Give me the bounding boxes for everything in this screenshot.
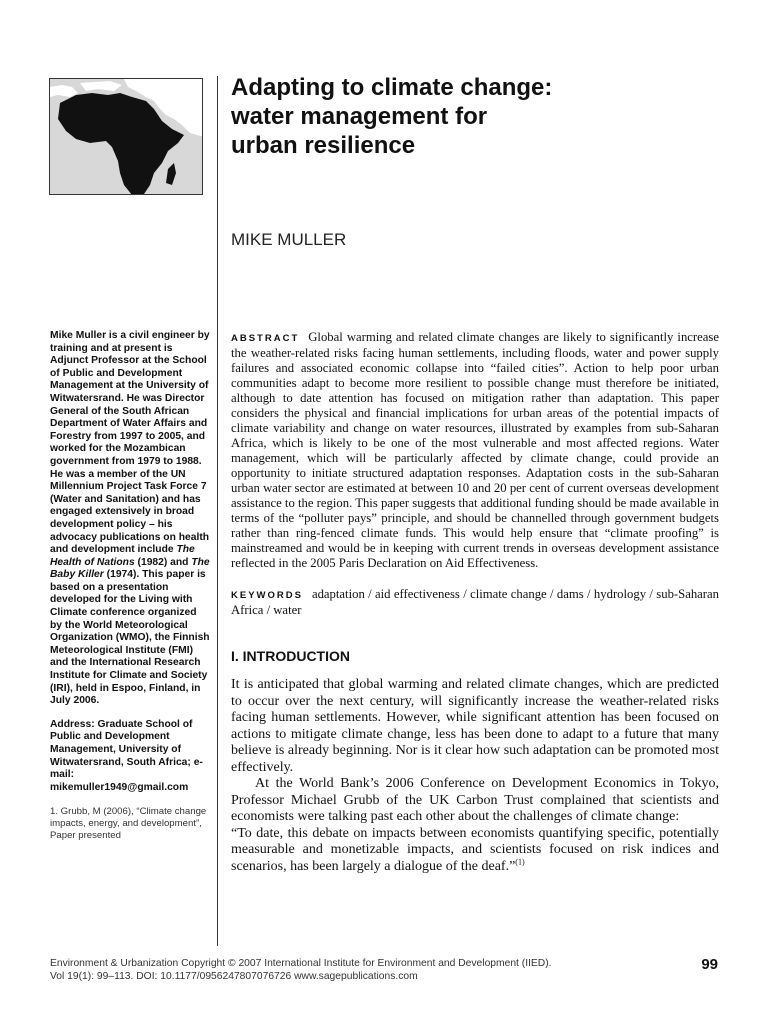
africa-map-figure [49,78,203,195]
keywords-text: adaptation / aid effectiveness / climate change / dams / hydrology / sub-Saharan Africa / water [231,587,719,617]
author-address: Address: Graduate School of Public and Development Management, University of Witwatersrand, South Africa; e-mail: mikemuller1949@gmail.com [50,718,203,793]
footnote-ref[interactable]: (1) [515,856,525,866]
column-divider [217,76,218,946]
author-bio-sidebar [50,330,210,842]
main-column [231,330,719,875]
book-title: The Health of Nations [50,544,195,568]
section-heading: I. INTRODUCTION [231,648,350,664]
abstract-text: Global warming and related climate changes are likely to significantly increase the weather-related risks facing human settlements, including floods, water and power supply failures and associated economic collapse into “failed cities”. Action to help poor urban communities adapt to become more resilient to possible change must therefore be initiated, although to date attention has focused on mitigation rather than adaptation. This paper considers the physical and financial implications for urban areas of the potential impacts of climate variability and change on water resources, illustrated by examples from sub-Saharan Africa, which is likely to be one of the most vulnerable and most affected regions. Water management, which will be particularly affected by climate change, could provide an opportunity to initiate structured adaptation responses. Adaptation costs in the sub-Saharan urban water sector are estimated at between 10 and 20 per cent of current overseas development assistance to the region. This paper suggests that additional funding should be made available in terms of the “polluter pays” principle, and should be channelled through government budgets rather than ring-fenced climate funds. This would help ensure that “climate proofing” is mainstreamed and would be in keeping with current trends in overseas development assistance reflected in the 2005 Paris Declaration on Aid Effectiveness. [231,330,719,570]
keywords-label: KEYWORDS [231,590,303,601]
page-footer [50,958,570,983]
paragraph: At the World Bank’s 2006 Conference on Development Economics in Tokyo, Professor Michael Grubb of the UK Carbon Trust complained that scientists and economists were talking past each other about the challenges of climate change: [231,776,719,824]
author-bio: Mike Muller is a civil engineer by training and at present is Adjunct Professor at the School of Public and Development Management at the University of Witwatersrand. He was Director General of the South African Department of Water Affairs and Forestry from 1997 to 2005, and worked for the Mozambican government from 1979 to 1988. He was a member of the UN Millennium Project Task Force 7 (Water and Sanitation) and has engaged extensively in broad development policy – his advocacy publications on health and development include The Health of Nations (1982) and The Baby Killer (1974). This paper is based on a presentation developed for the Living with Climate conference organized by the World Meteorological Organization (WMO), the Finnish Meteorological Institute (FMI) and the International Research Institute for Climate and Society (IRI), held in Espoo, Finland, in July 2006. [50,330,210,707]
body-text [231,677,719,875]
footnote: 1. Grubb, M (2006), “Climate change impacts, energy, and development”, Paper presented [50,806,207,841]
page-number: 99 [701,956,718,973]
citation-line: Vol 19(1): 99–113. DOI: 10.1177/0956247807076726 www.sagepublications.com [50,970,418,982]
paragraph: It is anticipated that global warming and related climate changes, which are predicted to occur over the next century, will significantly increase the weather-related risks facing human settlements. However, while significant attention has been focused on actions to mitigate climate change, less has been done to adapt to a future that many believe is already beginning. Nor is it clear how such adaptation can be promoted most effectively. [231,677,719,775]
abstract-label: ABSTRACT [231,333,300,344]
africa-map-icon [50,79,203,195]
keywords [231,587,719,618]
block-quote: “To date, this debate on impacts between economists quantifying specific, potentially measurable and monetizable impacts, and scientists focused on risk indices and scenarios, has been largely a dialogue of the deaf.”$^{(1)}$ [231,825,719,874]
abstract [231,330,719,571]
author-name: MIKE MULLER [231,230,347,249]
copyright-line: Environment & Urbanization Copyright © 2007 International Institute for Environment and Development (IIED). [50,958,552,969]
article-title: Adapting to climate change: water management for urban resilience [231,74,553,159]
book-title: The Baby Killer [50,556,210,581]
